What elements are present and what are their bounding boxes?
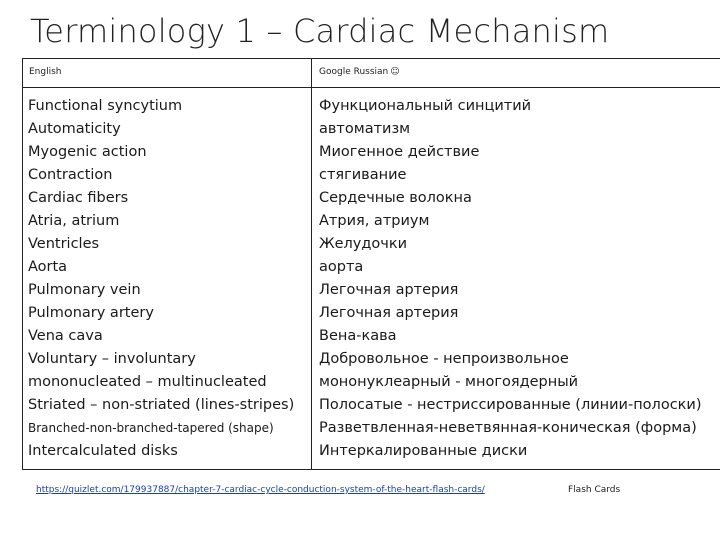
english-term: Cardiac fibers	[28, 190, 129, 206]
english-term: Automaticity	[28, 121, 121, 137]
russian-term: Вена-кава	[319, 328, 397, 344]
english-term: mononucleated – multinucleated	[28, 374, 267, 390]
russian-term: Миогенное действие	[319, 144, 480, 160]
english-term: Pulmonary artery	[28, 305, 154, 321]
english-term: Ventricles	[28, 236, 100, 252]
english-term: Myogenic action	[28, 144, 147, 160]
russian-term: стягивание	[319, 167, 407, 183]
russian-column	[319, 95, 719, 463]
english-column	[28, 95, 308, 463]
terminology-table	[22, 58, 720, 470]
header-russian-label: Google Russian	[319, 67, 389, 77]
header-english: English	[29, 67, 62, 77]
russian-term: Функциональный синцитий	[319, 98, 532, 114]
english-term: Voluntary – involuntary	[28, 351, 196, 367]
english-term: Aorta	[28, 259, 68, 275]
english-term: Contraction	[28, 167, 113, 183]
russian-term: Сердечные волокна	[319, 190, 472, 206]
russian-term: автоматизм	[319, 121, 411, 137]
russian-term: Атрия, атриум	[319, 213, 430, 229]
column-divider	[311, 59, 312, 469]
russian-term: Легочная артерия	[319, 282, 459, 298]
english-term: Functional syncytium	[28, 98, 183, 114]
header-russian	[319, 67, 400, 77]
russian-term: аорта	[319, 259, 364, 275]
russian-term: мононуклеарный - многоядерный	[319, 374, 579, 390]
russian-term: Легочная артерия	[319, 305, 459, 321]
english-term: Vena cava	[28, 328, 103, 344]
english-term: Pulmonary vein	[28, 282, 141, 298]
russian-term: Добровольное - непроизвольное	[319, 351, 569, 367]
english-term: Atria, atrium	[28, 213, 120, 229]
smiley-icon: ☺	[390, 67, 400, 77]
english-term: Striated – non-striated (lines-stripes)	[28, 397, 295, 413]
russian-term: Интеркалированные диски	[319, 443, 528, 459]
english-term: Intercalculated disks	[28, 443, 178, 459]
page-title: Terminology 1 – Cardiac Mechanism	[30, 12, 610, 50]
flash-cards-note: Flash Cards	[568, 485, 621, 495]
header-divider	[23, 87, 720, 88]
source-link[interactable]: https://quizlet.com/179937887/chapter-7-cardiac-cycle-conduction-system-of-the-heart-flash-cards/	[36, 485, 485, 495]
russian-term: Разветвленная-неветвянная-коническая (форма)	[319, 420, 697, 436]
english-term: Branched-non-branched-tapered (shape)	[28, 421, 274, 435]
russian-term: Полосатые - нестриссированные (линии-полоски)	[319, 397, 702, 413]
russian-term: Желудочки	[319, 236, 408, 252]
